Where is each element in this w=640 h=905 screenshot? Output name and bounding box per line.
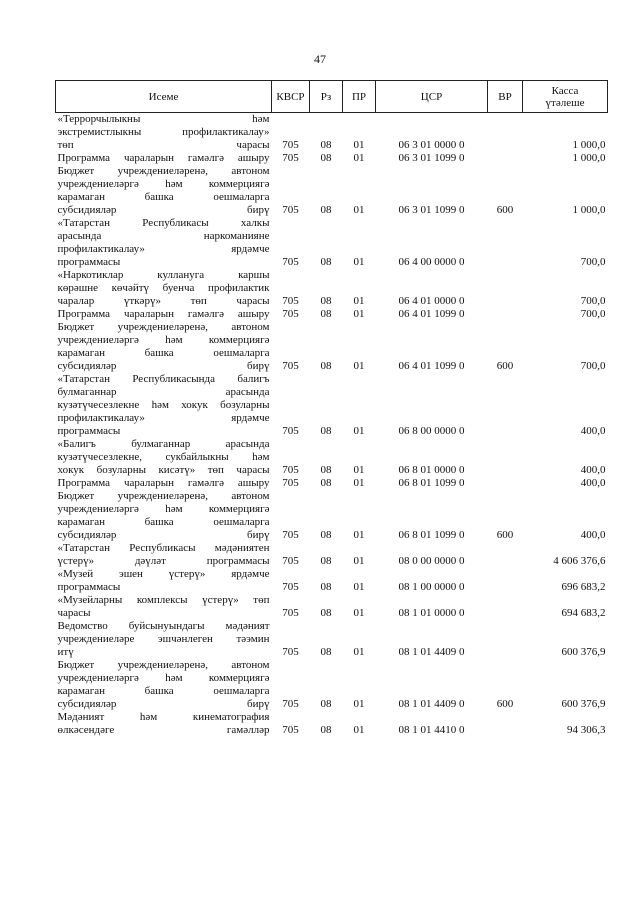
table-body (56, 113, 608, 738)
row-name-line: учреждениеләргә һәм коммерциягә (57, 503, 270, 515)
row-csr: 06 8 00 0000 0 (398, 425, 465, 437)
row-kvsr: 705 (282, 724, 299, 736)
row-name-line: карамаган башка оешмаларга (57, 347, 270, 359)
row-name-line: хокук бозуларны кисәтү» төп чарасы (57, 464, 270, 476)
row-kvsr: 705 (282, 295, 299, 307)
row-csr: 08 1 00 0000 0 (398, 581, 465, 593)
row-name-line: учреждениеләргә һәм коммерциягә (57, 178, 270, 190)
row-csr: 06 4 01 1099 0 (398, 308, 465, 320)
row-name (56, 373, 272, 438)
row-pr: 01 (353, 425, 365, 437)
row-vr (488, 373, 523, 438)
table-header-row (56, 81, 608, 113)
row-name-line: төп чарасы (57, 139, 270, 151)
row-amount: 700,0 (580, 308, 606, 320)
row-name-line: карамаган башка оешмаларга (57, 191, 270, 203)
row-amount: 1 000,0 (572, 152, 606, 164)
row-name-line: өлкәсендәге гамәлләр (57, 724, 270, 736)
row-name-line: программасы (57, 425, 121, 437)
row-rz: 08 (320, 464, 332, 476)
row-name-line: кузәтүчесезлекне, сукбайлыкны һәм (57, 451, 270, 463)
row-name-line: субсидияләр бирү (57, 204, 270, 216)
row-amount: 600 376,9 (561, 646, 606, 658)
header-vr: ВР (488, 81, 523, 113)
row-name-line: субсидияләр бирү (57, 529, 270, 541)
row-name-line: Бюджет учреждениеләренә, автоном (57, 321, 270, 333)
row-name-line: учреждениеләргә һәм коммерциягә (57, 334, 270, 346)
row-name-line: Ведомство буйсынуындагы мәдәният (57, 620, 270, 632)
row-vr (488, 711, 523, 737)
header-amount-line2: үтәлеше (545, 96, 585, 109)
header-amount-line1: Касса (551, 84, 579, 97)
row-amount: 400,0 (580, 529, 606, 541)
page-number: 47 (314, 52, 326, 66)
row-name-line: көрәшне көчәйтү буенча профилактик (57, 282, 270, 294)
row-kvsr: 705 (282, 464, 299, 476)
row-kvsr: 705 (282, 477, 299, 489)
row-kvsr: 705 (282, 698, 299, 710)
row-name-line: чарасы (57, 607, 91, 619)
row-name (56, 568, 272, 594)
table-row (56, 217, 608, 269)
row-name (56, 269, 272, 308)
row-amount: 1 000,0 (572, 204, 606, 216)
row-pr: 01 (353, 204, 365, 216)
row-name-line: профилактикалау» ярдәмче (57, 412, 270, 424)
row-name-line: итү (57, 646, 74, 658)
table-row (56, 711, 608, 737)
row-amount: 4 606 376,6 (553, 555, 606, 567)
row-rz: 08 (320, 607, 332, 619)
row-vr (488, 113, 523, 153)
row-kvsr: 705 (282, 425, 299, 437)
row-name-line: субсидияләр бирү (57, 360, 270, 372)
row-name (56, 438, 272, 477)
header-name: Исеме (56, 81, 272, 113)
row-csr: 08 1 01 4409 0 (398, 698, 465, 710)
row-amount: 700,0 (580, 360, 606, 372)
row-name-line: Мәдәният һәм кинематография (57, 711, 270, 723)
table-row (56, 113, 608, 153)
row-rz: 08 (320, 256, 332, 268)
row-rz: 08 (320, 308, 332, 320)
row-csr: 06 4 01 0000 0 (398, 295, 465, 307)
row-pr: 01 (353, 477, 365, 489)
row-amount: 400,0 (580, 477, 606, 489)
row-name (56, 217, 272, 269)
header-pr: ПР (343, 81, 376, 113)
row-pr: 01 (353, 152, 365, 164)
row-name-line: Программа чараларын гамәлгә ашыру (57, 477, 270, 489)
row-kvsr: 705 (282, 646, 299, 658)
table-row (56, 438, 608, 477)
row-vr (488, 542, 523, 568)
table-row (56, 152, 608, 165)
row-name-line: карамаган башка оешмаларга (57, 685, 270, 697)
table-row (56, 568, 608, 594)
row-name-line: Бюджет учреждениеләренә, автоном (57, 659, 270, 671)
table-row (56, 477, 608, 490)
row-name-line: булмаганнар арасында (57, 386, 270, 398)
row-rz: 08 (320, 477, 332, 489)
row-name-line: учреждениеләре эшчәнлеген тәэмин (57, 633, 270, 645)
row-pr: 01 (353, 360, 365, 372)
row-name (56, 477, 272, 490)
row-rz: 08 (320, 152, 332, 164)
row-rz: 08 (320, 724, 332, 736)
row-pr: 01 (353, 646, 365, 658)
row-rz: 08 (320, 529, 332, 541)
row-rz: 08 (320, 204, 332, 216)
row-pr: 01 (353, 555, 365, 567)
budget-table (55, 80, 608, 737)
row-vr (488, 217, 523, 269)
row-name-line: кузәтүчесезлекне һәм хокук бозуларны (57, 399, 270, 411)
row-pr: 01 (353, 256, 365, 268)
row-name (56, 308, 272, 321)
row-kvsr: 705 (282, 607, 299, 619)
row-vr (488, 594, 523, 620)
row-name (56, 620, 272, 659)
row-name-line: «Музейларны комплексы үстерү» төп (57, 594, 270, 606)
row-amount: 600 376,9 (561, 698, 606, 710)
row-vr (488, 269, 523, 308)
row-pr: 01 (353, 529, 365, 541)
row-vr (488, 568, 523, 594)
table-row (56, 321, 608, 373)
row-vr (488, 152, 523, 165)
row-pr: 01 (353, 308, 365, 320)
row-kvsr: 705 (282, 152, 299, 164)
row-rz: 08 (320, 581, 332, 593)
row-amount: 696 683,2 (561, 581, 606, 593)
row-csr: 08 1 01 4409 0 (398, 646, 465, 658)
row-name (56, 542, 272, 568)
row-kvsr: 705 (282, 139, 299, 151)
row-amount: 400,0 (580, 425, 606, 437)
row-name (56, 152, 272, 165)
row-csr: 06 4 00 0000 0 (398, 256, 465, 268)
table-row (56, 373, 608, 438)
table-row (56, 165, 608, 217)
row-csr: 08 1 01 4410 0 (398, 724, 465, 736)
table-row (56, 490, 608, 542)
row-pr: 01 (353, 139, 365, 151)
row-kvsr: 705 (282, 204, 299, 216)
row-csr: 06 8 01 0000 0 (398, 464, 465, 476)
row-name-line: Бюджет учреждениеләренә, автоном (57, 165, 270, 177)
header-rz: Рз (310, 81, 343, 113)
row-pr: 01 (353, 295, 365, 307)
row-name-line: карамаган башка оешмаларга (57, 516, 270, 528)
row-name-line: «Музей эшен үстерү» ярдәмче (57, 568, 270, 580)
row-name-line: «Наркотиклар кулланугa каршы (57, 269, 270, 281)
row-name-line: программасы (57, 256, 121, 268)
row-pr: 01 (353, 698, 365, 710)
row-name-line: «Татарстан Республикасы халкы (57, 217, 270, 229)
row-pr: 01 (353, 724, 365, 736)
row-rz: 08 (320, 360, 332, 372)
row-name (56, 165, 272, 217)
row-name (56, 321, 272, 373)
table-row (56, 659, 608, 711)
row-rz: 08 (320, 139, 332, 151)
row-name-line: арасында наркоманияне (57, 230, 270, 242)
row-kvsr: 705 (282, 529, 299, 541)
row-kvsr: 705 (282, 555, 299, 567)
row-vr (488, 438, 523, 477)
row-name (56, 659, 272, 711)
table-row (56, 542, 608, 568)
row-rz: 08 (320, 698, 332, 710)
row-name-line: «Татарстан Республикасы мәдәниятен (57, 542, 270, 554)
row-name-line: үстерү» дәүләт программасы (57, 555, 270, 567)
row-amount: 694 683,2 (561, 607, 606, 619)
row-name-line: чаралар үткәрү» төп чарасы (57, 295, 270, 307)
row-pr: 01 (353, 607, 365, 619)
row-vr (488, 620, 523, 659)
row-vr (488, 477, 523, 490)
row-csr: 08 1 01 0000 0 (398, 607, 465, 619)
row-name-line: субсидияләр бирү (57, 698, 270, 710)
row-name (56, 113, 272, 153)
row-name-line: «Балигъ булмаганнар арасында (57, 438, 270, 450)
table-row (56, 308, 608, 321)
table-row (56, 620, 608, 659)
row-rz: 08 (320, 425, 332, 437)
row-name-line: программасы (57, 581, 121, 593)
header-csr: ЦСР (376, 81, 488, 113)
row-csr: 06 8 01 1099 0 (398, 477, 465, 489)
row-name (56, 490, 272, 542)
row-vr: 600 (496, 204, 514, 216)
row-amount: 1 000,0 (572, 139, 606, 151)
row-name-line: Программа чараларын гамәлгә ашыру (57, 308, 270, 320)
row-name-line: экстремистлыкны профилактикалау» (57, 126, 270, 138)
row-kvsr: 705 (282, 308, 299, 320)
row-name-line: профилактикалау» ярдәмче (57, 243, 270, 255)
row-csr: 08 0 00 0000 0 (398, 555, 465, 567)
row-amount: 700,0 (580, 256, 606, 268)
table-row (56, 594, 608, 620)
row-name-line: Программа чараларын гамәлгә ашыру (57, 152, 270, 164)
row-amount: 94 306,3 (567, 724, 606, 736)
row-name (56, 711, 272, 737)
table-row (56, 269, 608, 308)
row-rz: 08 (320, 295, 332, 307)
row-rz: 08 (320, 555, 332, 567)
row-name-line: Бюджет учреждениеләренә, автоном (57, 490, 270, 502)
row-vr: 600 (496, 698, 514, 710)
row-csr: 06 3 01 1099 0 (398, 204, 465, 216)
row-amount: 400,0 (580, 464, 606, 476)
row-vr (488, 308, 523, 321)
row-csr: 06 3 01 1099 0 (398, 152, 465, 164)
row-kvsr: 705 (282, 581, 299, 593)
row-csr: 06 3 01 0000 0 (398, 139, 465, 151)
header-kvsr: КВСР (272, 81, 310, 113)
row-name-line: «Татарстан Республикасында балигъ (57, 373, 270, 385)
row-csr: 06 8 01 1099 0 (398, 529, 465, 541)
row-name (56, 594, 272, 620)
row-vr: 600 (496, 360, 514, 372)
row-rz: 08 (320, 646, 332, 658)
row-kvsr: 705 (282, 256, 299, 268)
row-name-line: учреждениеләргә һәм коммерциягә (57, 672, 270, 684)
row-amount: 700,0 (580, 295, 606, 307)
row-name-line: «Террорчылыкны һәм (57, 113, 270, 125)
header-amount (523, 81, 608, 113)
row-pr: 01 (353, 581, 365, 593)
row-pr: 01 (353, 464, 365, 476)
row-kvsr: 705 (282, 360, 299, 372)
row-vr: 600 (496, 529, 514, 541)
row-csr: 06 4 01 1099 0 (398, 360, 465, 372)
